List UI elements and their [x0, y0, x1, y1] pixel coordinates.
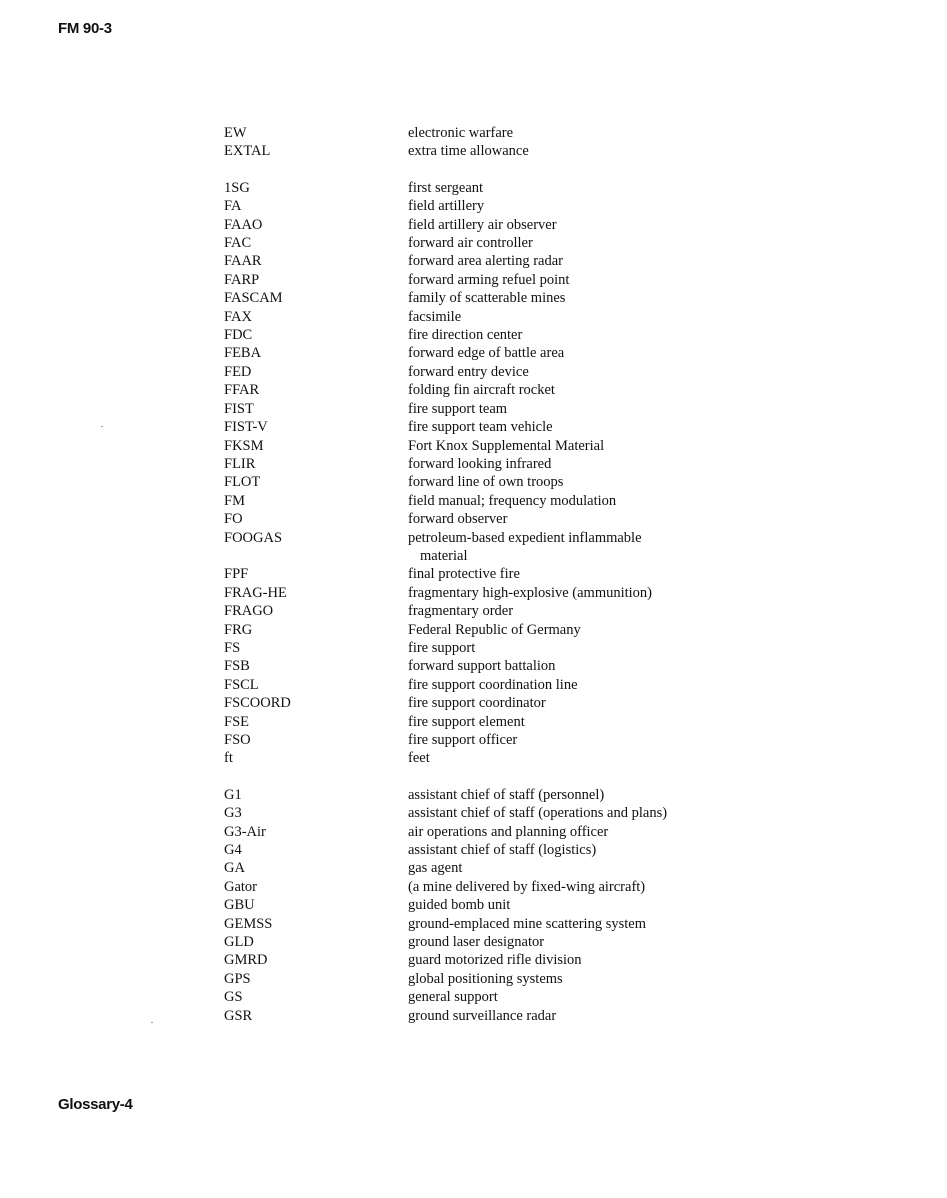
glossary-term: GBU	[224, 897, 255, 914]
glossary-entry	[224, 713, 704, 731]
glossary-term: EXTAL	[224, 143, 271, 160]
glossary-term: FRAGO	[224, 603, 274, 620]
glossary-term: FSO	[224, 732, 251, 748]
glossary-term: FRAG-HE	[224, 584, 287, 601]
glossary-definition: guided bomb unit	[408, 897, 511, 914]
glossary-definition: forward entry device	[408, 363, 529, 380]
glossary-definition: forward air controller	[408, 235, 533, 252]
glossary-entry	[224, 344, 704, 362]
glossary-entry	[224, 565, 704, 583]
glossary-definition: field manual; frequency modulation	[408, 492, 617, 509]
glossary-entry	[224, 970, 704, 988]
glossary-entry	[224, 841, 704, 859]
glossary-definition: ground laser designator	[408, 934, 545, 951]
glossary-entry	[224, 271, 704, 289]
glossary-term: ft	[224, 750, 233, 767]
glossary-term: FM	[224, 492, 245, 509]
glossary-section-f	[224, 179, 704, 768]
glossary-definition: forward area alerting radar	[408, 253, 563, 270]
glossary-entry	[224, 823, 704, 841]
glossary-definition: fire support element	[408, 713, 525, 730]
glossary-term: FED	[224, 363, 252, 380]
page-label: Glossary-4	[58, 1096, 133, 1113]
document-id: FM 90-3	[58, 20, 112, 37]
glossary-definition: Federal Republic of Germany	[408, 621, 581, 638]
glossary-entry	[224, 437, 704, 455]
glossary-definition: forward edge of battle area	[408, 345, 565, 362]
glossary-entry	[224, 657, 704, 675]
glossary-definition: fire direction center	[408, 327, 523, 344]
glossary-definition: gas agent	[408, 860, 463, 877]
glossary-term: FFAR	[224, 382, 260, 399]
glossary-term: FAAO	[224, 216, 263, 233]
glossary-entry	[224, 492, 704, 510]
glossary-definition: petroleum-based expedient inflammable material	[408, 529, 642, 564]
glossary-entry	[224, 179, 704, 197]
glossary-definition: ground surveillance radar	[408, 1007, 557, 1024]
glossary-entry	[224, 308, 704, 326]
glossary-definition: field artillery	[408, 198, 485, 215]
glossary-term: EW	[224, 125, 247, 141]
glossary-definition: fire support coordinator	[408, 695, 546, 712]
glossary-section-e	[224, 124, 704, 161]
glossary-entry	[224, 455, 704, 473]
glossary-term: FIST	[224, 400, 254, 417]
glossary-entry	[224, 234, 704, 252]
glossary-term: FARP	[224, 271, 260, 288]
glossary-entry	[224, 878, 704, 896]
glossary-definition: air operations and planning officer	[408, 823, 609, 840]
glossary-term: G4	[224, 842, 242, 859]
glossary-definition: assistant chief of staff (operations and plans)	[408, 805, 668, 822]
glossary-term: Gator	[224, 878, 258, 895]
glossary-definition: fire support	[408, 639, 476, 656]
glossary-term: FOOGAS	[224, 529, 283, 546]
glossary-term: G1	[224, 786, 242, 803]
glossary-term: FIST-V	[224, 419, 268, 436]
glossary-definition: feet	[408, 750, 430, 767]
glossary-entry	[224, 988, 704, 1006]
glossary-term: FKSM	[224, 437, 264, 454]
glossary-definition: first sergeant	[408, 179, 484, 196]
glossary-definition: general support	[408, 989, 498, 1006]
glossary-entry	[224, 804, 704, 822]
glossary-entry	[224, 381, 704, 399]
glossary-definition: forward observer	[408, 511, 508, 528]
glossary-entry	[224, 1007, 704, 1025]
glossary-entry	[224, 694, 704, 712]
glossary-entry	[224, 400, 704, 418]
glossary-term: GA	[224, 860, 245, 877]
glossary-term: FDC	[224, 327, 253, 344]
glossary-definition: fire support officer	[408, 732, 518, 748]
glossary-term: FEBA	[224, 345, 262, 362]
glossary-definition: global positioning systems	[408, 970, 563, 987]
glossary-entry	[224, 510, 704, 528]
glossary-entry	[224, 896, 704, 914]
glossary-entry	[224, 363, 704, 381]
glossary-term: GLD	[224, 934, 254, 951]
glossary-term: FAAR	[224, 253, 262, 270]
glossary-section-g	[224, 786, 704, 1025]
glossary-entry	[224, 124, 704, 142]
glossary-entry	[224, 252, 704, 270]
glossary-definition: forward arming refuel point	[408, 271, 570, 288]
glossary-entry	[224, 197, 704, 215]
scan-speck	[151, 1022, 153, 1023]
glossary-definition: extra time allowance	[408, 143, 529, 160]
scan-speck	[101, 426, 103, 427]
glossary-term: FA	[224, 198, 242, 215]
glossary-term: GPS	[224, 970, 251, 987]
glossary-entry	[224, 142, 704, 160]
glossary-definition: final protective fire	[408, 566, 520, 583]
glossary-entry	[224, 639, 704, 657]
glossary-term: FASCAM	[224, 290, 283, 307]
glossary-term: FS	[224, 639, 241, 656]
glossary-definition: fire support team	[408, 400, 508, 417]
glossary-definition: fire support team vehicle	[408, 419, 553, 436]
glossary-definition: family of scatterable mines	[408, 290, 566, 307]
glossary-definition: forward support battalion	[408, 658, 556, 675]
glossary-definition: ground-emplaced mine scattering system	[408, 915, 646, 932]
glossary-term: FPF	[224, 566, 249, 583]
glossary-term: GSR	[224, 1007, 253, 1024]
glossary-entry	[224, 529, 704, 566]
glossary-definition: forward line of own troops	[408, 474, 564, 491]
glossary-entry	[224, 731, 704, 749]
glossary-definition: Fort Knox Supplemental Material	[408, 437, 605, 454]
glossary-entry	[224, 289, 704, 307]
glossary-definition: forward looking infrared	[408, 455, 552, 472]
glossary-entry	[224, 602, 704, 620]
glossary-entry	[224, 933, 704, 951]
glossary-definition: assistant chief of staff (logistics)	[408, 842, 597, 859]
glossary-term: GS	[224, 989, 243, 1006]
glossary-definition: guard motorized rifle division	[408, 952, 582, 969]
glossary-term: FO	[224, 511, 243, 528]
glossary-term: FRG	[224, 621, 253, 638]
glossary-entry	[224, 859, 704, 877]
glossary-definition: fragmentary high-explosive (ammunition)	[408, 584, 653, 601]
glossary-term: FSB	[224, 658, 250, 675]
glossary-term: FSE	[224, 713, 249, 730]
glossary-entry	[224, 951, 704, 969]
glossary-entry	[224, 749, 704, 767]
glossary-term: G3	[224, 805, 242, 822]
glossary-entry	[224, 326, 704, 344]
glossary-entry	[224, 418, 704, 436]
glossary-term: FAX	[224, 308, 252, 325]
glossary-list	[224, 124, 704, 1025]
glossary-term: FLOT	[224, 474, 261, 491]
glossary-term: FAC	[224, 235, 252, 252]
glossary-term: FLIR	[224, 455, 256, 472]
glossary-entry	[224, 216, 704, 234]
glossary-definition: field artillery air observer	[408, 216, 557, 233]
glossary-definition: assistant chief of staff (personnel)	[408, 786, 605, 803]
glossary-definition: electronic warfare	[408, 125, 514, 141]
glossary-entry	[224, 915, 704, 933]
glossary-entry	[224, 621, 704, 639]
glossary-definition: facsimile	[408, 308, 462, 325]
glossary-term: 1SG	[224, 179, 250, 196]
glossary-definition: fire support coordination line	[408, 676, 578, 693]
glossary-entry	[224, 584, 704, 602]
glossary-entry	[224, 473, 704, 491]
glossary-entry	[224, 786, 704, 804]
glossary-definition: (a mine delivered by fixed-wing aircraft)	[408, 878, 646, 895]
glossary-definition: folding fin aircraft rocket	[408, 382, 555, 399]
glossary-term: FSCOORD	[224, 695, 291, 712]
glossary-term: G3-Air	[224, 823, 266, 840]
glossary-term: FSCL	[224, 676, 259, 693]
glossary-term: GEMSS	[224, 915, 273, 932]
glossary-entry	[224, 676, 704, 694]
glossary-definition: fragmentary order	[408, 603, 514, 620]
glossary-term: GMRD	[224, 952, 268, 969]
